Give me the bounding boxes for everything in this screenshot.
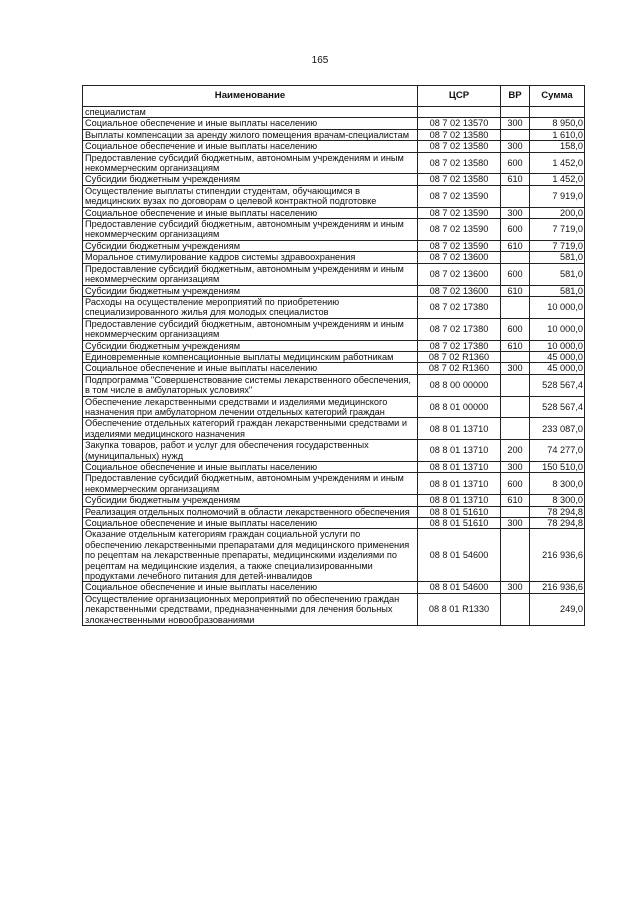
row-sum-cell: 528 567,4 (530, 396, 585, 418)
table-row (83, 418, 585, 440)
row-name-cell: Предоставление субсидий бюджетным, автономным учреждениям и иным некоммерческим организациям (83, 263, 418, 285)
row-sum-cell: 1 452,0 (530, 174, 585, 185)
row-vr-cell (501, 396, 530, 418)
column-header-csr: ЦСР (418, 86, 501, 107)
row-name-cell: Обеспечение отдельных категорий граждан лекарственными средствами и изделиями медицинского назначения (83, 418, 418, 440)
table-row (83, 118, 585, 129)
row-vr-cell (501, 129, 530, 140)
row-sum-cell: 10 000,0 (530, 296, 585, 318)
row-name-cell: Субсидии бюджетным учреждениям (83, 174, 418, 185)
column-header-vr: ВР (501, 86, 530, 107)
row-name-cell: Подпрограмма "Совершенствование системы лекарственного обеспечения, в том числе в амбулаторных условиях" (83, 374, 418, 396)
row-sum-cell: 45 000,0 (530, 363, 585, 374)
row-vr-cell: 610 (501, 495, 530, 506)
row-name-cell: Субсидии бюджетным учреждениям (83, 495, 418, 506)
row-csr-cell: 08 7 02 13600 (418, 263, 501, 285)
row-vr-cell: 610 (501, 285, 530, 296)
row-name-cell: Осуществление организационных мероприятий по обеспечению граждан лекарственными средствами, предназначенными для лечения больных злокачественными новообразованиями (83, 593, 418, 625)
row-sum-cell: 581,0 (530, 285, 585, 296)
row-sum-cell (530, 107, 585, 118)
row-vr-cell (501, 593, 530, 625)
row-csr-cell: 08 8 01 51610 (418, 506, 501, 517)
row-sum-cell: 8 300,0 (530, 473, 585, 495)
row-vr-cell (501, 252, 530, 263)
row-sum-cell: 10 000,0 (530, 318, 585, 340)
table-row (83, 582, 585, 593)
row-sum-cell: 200,0 (530, 207, 585, 218)
row-name-cell: Реализация отдельных полномочий в области лекарственного обеспечения (83, 506, 418, 517)
row-csr-cell: 08 8 01 54600 (418, 582, 501, 593)
row-vr-cell (501, 529, 530, 582)
row-sum-cell: 1 610,0 (530, 129, 585, 140)
page-number: 165 (311, 55, 329, 66)
table-row (83, 374, 585, 396)
row-sum-cell: 581,0 (530, 263, 585, 285)
row-vr-cell: 600 (501, 219, 530, 241)
row-csr-cell: 08 8 01 13710 (418, 418, 501, 440)
table-row (83, 285, 585, 296)
row-name-cell: Расходы на осуществление мероприятий по приобретению специализированного жилья для молодых специалистов (83, 296, 418, 318)
row-vr-cell: 300 (501, 363, 530, 374)
table-row (83, 340, 585, 351)
row-csr-cell: 08 7 02 13580 (418, 129, 501, 140)
row-sum-cell: 7 919,0 (530, 185, 585, 207)
row-csr-cell: 08 7 02 13580 (418, 152, 501, 174)
row-sum-cell: 150 510,0 (530, 462, 585, 473)
row-vr-cell (501, 418, 530, 440)
row-name-cell: специалистам (83, 107, 418, 118)
table-row (83, 473, 585, 495)
row-vr-cell (501, 374, 530, 396)
row-name-cell: Социальное обеспечение и иные выплаты населению (83, 363, 418, 374)
row-sum-cell: 8 300,0 (530, 495, 585, 506)
row-vr-cell (501, 296, 530, 318)
table-row (83, 219, 585, 241)
row-vr-cell: 200 (501, 440, 530, 462)
row-name-cell: Предоставление субсидий бюджетным, автономным учреждениям и иным некоммерческим организациям (83, 318, 418, 340)
row-vr-cell: 300 (501, 118, 530, 129)
row-csr-cell: 08 8 01 13710 (418, 440, 501, 462)
row-sum-cell: 249,0 (530, 593, 585, 625)
table-row (83, 174, 585, 185)
table-row (83, 185, 585, 207)
table-row (83, 107, 585, 118)
row-name-cell: Моральное стимулирование кадров системы здравоохранения (83, 252, 418, 263)
row-vr-cell: 600 (501, 152, 530, 174)
row-vr-cell: 600 (501, 318, 530, 340)
row-sum-cell: 7 719,0 (530, 240, 585, 251)
table-row (83, 318, 585, 340)
row-vr-cell: 610 (501, 340, 530, 351)
table-row (83, 152, 585, 174)
row-csr-cell: 08 8 01 R1330 (418, 593, 501, 625)
row-sum-cell: 45 000,0 (530, 351, 585, 362)
row-vr-cell: 600 (501, 473, 530, 495)
row-name-cell: Оказание отдельным категориям граждан социальной услуги по обеспечению лекарственными препаратами для медицинского применения по рецептам на лекарственные препараты, медицинскими изделиями по рецептам на медицинские изделия, а также специализированными продуктами лечебного питания для детей-инвалидов (83, 529, 418, 582)
row-sum-cell: 216 936,6 (530, 529, 585, 582)
row-csr-cell: 08 7 02 13590 (418, 207, 501, 218)
row-name-cell: Социальное обеспечение и иные выплаты населению (83, 207, 418, 218)
row-name-cell: Закупка товаров, работ и услуг для обеспечения государственных (муниципальных) нужд (83, 440, 418, 462)
row-sum-cell: 1 452,0 (530, 152, 585, 174)
row-vr-cell (501, 107, 530, 118)
row-csr-cell: 08 7 02 17380 (418, 318, 501, 340)
row-csr-cell: 08 7 02 13590 (418, 185, 501, 207)
row-vr-cell: 300 (501, 462, 530, 473)
row-name-cell: Предоставление субсидий бюджетным, автономным учреждениям и иным некоммерческим организациям (83, 152, 418, 174)
row-csr-cell: 08 8 01 13710 (418, 495, 501, 506)
row-sum-cell: 78 294,8 (530, 506, 585, 517)
row-name-cell: Субсидии бюджетным учреждениям (83, 240, 418, 251)
table-row (83, 263, 585, 285)
row-csr-cell: 08 7 02 13600 (418, 285, 501, 296)
row-vr-cell (501, 351, 530, 362)
column-header-name: Наименование (83, 86, 418, 107)
row-vr-cell: 300 (501, 141, 530, 152)
row-name-cell: Социальное обеспечение и иные выплаты населению (83, 582, 418, 593)
row-csr-cell: 08 7 02 R1360 (418, 351, 501, 362)
row-csr-cell: 08 7 02 13590 (418, 219, 501, 241)
table-row (83, 296, 585, 318)
row-name-cell: Социальное обеспечение и иные выплаты населению (83, 462, 418, 473)
row-csr-cell: 08 8 01 13710 (418, 473, 501, 495)
row-vr-cell: 600 (501, 263, 530, 285)
table-row (83, 141, 585, 152)
row-sum-cell: 528 567,4 (530, 374, 585, 396)
row-sum-cell: 233 087,0 (530, 418, 585, 440)
row-csr-cell: 08 8 01 54600 (418, 529, 501, 582)
row-sum-cell: 8 950,0 (530, 118, 585, 129)
row-name-cell: Предоставление субсидий бюджетным, автономным учреждениям и иным некоммерческим организациям (83, 473, 418, 495)
row-sum-cell: 74 277,0 (530, 440, 585, 462)
row-name-cell: Предоставление субсидий бюджетным, автономным учреждениям и иным некоммерческим организациям (83, 219, 418, 241)
row-sum-cell: 10 000,0 (530, 340, 585, 351)
row-name-cell: Обеспечение лекарственными средствами и изделиями медицинского назначения при амбулаторном лечении отдельных категорий граждан (83, 396, 418, 418)
table-row (83, 351, 585, 362)
row-csr-cell: 08 7 02 R1360 (418, 363, 501, 374)
table-row (83, 495, 585, 506)
row-csr-cell: 08 7 02 17380 (418, 296, 501, 318)
row-name-cell: Осуществление выплаты стипендии студентам, обучающимся в медицинских вузах по договорам о целевой контрактной подготовке (83, 185, 418, 207)
row-sum-cell: 216 936,6 (530, 582, 585, 593)
table-row (83, 207, 585, 218)
row-csr-cell: 08 8 01 13710 (418, 462, 501, 473)
row-csr-cell: 08 8 01 51610 (418, 518, 501, 529)
budget-table (82, 85, 585, 626)
row-sum-cell: 581,0 (530, 252, 585, 263)
row-sum-cell: 158,0 (530, 141, 585, 152)
row-sum-cell: 78 294,8 (530, 518, 585, 529)
table-row (83, 440, 585, 462)
row-vr-cell (501, 185, 530, 207)
column-header-sum: Сумма (530, 86, 585, 107)
table-row (83, 252, 585, 263)
row-name-cell: Субсидии бюджетным учреждениям (83, 285, 418, 296)
table-row (83, 462, 585, 473)
row-csr-cell: 08 8 00 00000 (418, 374, 501, 396)
row-csr-cell: 08 7 02 13570 (418, 118, 501, 129)
row-csr-cell: 08 7 02 13580 (418, 141, 501, 152)
table-header-row (83, 86, 585, 107)
row-vr-cell: 300 (501, 207, 530, 218)
table-row (83, 529, 585, 582)
row-vr-cell: 300 (501, 582, 530, 593)
row-csr-cell: 08 7 02 13600 (418, 252, 501, 263)
row-name-cell: Единовременные компенсационные выплаты медицинским работникам (83, 351, 418, 362)
table-row (83, 129, 585, 140)
row-name-cell: Выплаты компенсации за аренду жилого помещения врачам-специалистам (83, 129, 418, 140)
row-name-cell: Субсидии бюджетным учреждениям (83, 340, 418, 351)
row-csr-cell: 08 7 02 17380 (418, 340, 501, 351)
row-sum-cell: 7 719,0 (530, 219, 585, 241)
row-csr-cell: 08 7 02 13590 (418, 240, 501, 251)
row-vr-cell (501, 506, 530, 517)
table-row (83, 363, 585, 374)
row-vr-cell: 300 (501, 518, 530, 529)
row-name-cell: Социальное обеспечение и иные выплаты населению (83, 141, 418, 152)
row-vr-cell: 610 (501, 174, 530, 185)
row-name-cell: Социальное обеспечение и иные выплаты населению (83, 118, 418, 129)
row-vr-cell: 610 (501, 240, 530, 251)
row-csr-cell: 08 8 01 00000 (418, 396, 501, 418)
row-csr-cell: 08 7 02 13580 (418, 174, 501, 185)
table-row (83, 506, 585, 517)
table-row (83, 240, 585, 251)
table-row (83, 396, 585, 418)
row-name-cell: Социальное обеспечение и иные выплаты населению (83, 518, 418, 529)
table-row (83, 593, 585, 625)
row-csr-cell (418, 107, 501, 118)
table-row (83, 518, 585, 529)
